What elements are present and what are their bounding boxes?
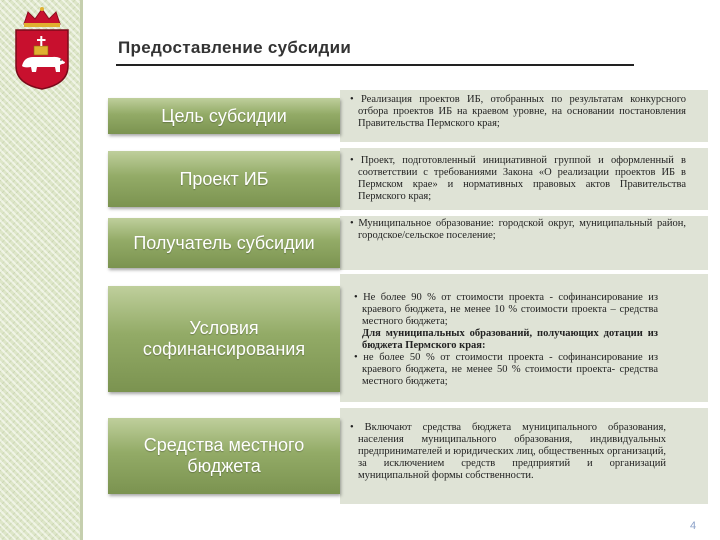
coat-of-arms-icon [10, 6, 74, 90]
label-local-budget-funds: Средства местного бюджета [108, 418, 340, 494]
description-text: • Не более 90 % от стоимости проекта - софинансирование из краевого бюджета, не менее 10 % стоимости проекта – средства местного бюджета; [354, 292, 658, 327]
page-title: Предоставление субсидии [118, 38, 352, 57]
row-cofinancing-conditions [108, 274, 708, 402]
description-subsidy-recipient [348, 218, 686, 242]
row-local-budget-funds [108, 408, 708, 504]
title-underline [116, 64, 634, 66]
description-text: • не более 50 % от стоимости проекта - софинансирование из краевого бюджета, не менее 50 % стоимости проекта- средства местного бюджета; [354, 352, 658, 387]
description-text-bold: Для муниципальных образований, получающих дотации из бюджета Пермского края: [362, 328, 658, 351]
description-ib-project [348, 155, 686, 203]
description-local-budget-funds [348, 422, 666, 482]
row-subsidy-recipient [108, 216, 708, 270]
description-cofinancing-conditions [352, 292, 658, 388]
description-subsidy-purpose [348, 94, 686, 130]
label-cofinancing-conditions: Условия софинансирования [108, 286, 340, 392]
label-subsidy-recipient: Получатель субсидии [108, 218, 340, 268]
description-text: • Муниципальное образование: городской округ, муниципальный район, городское/сельское поселение; [350, 218, 686, 241]
row-subsidy-purpose [108, 94, 708, 138]
description-text: • Включают средства бюджета муниципального образования, населения муниципального образования, индивидуальных предпринимателей и юридических лиц, общественных организаций, за исключением средств предприятий и организаций муниципальной формы собственности. [350, 422, 666, 481]
label-ib-project: Проект ИБ [108, 151, 340, 207]
description-text: • Проект, подготовленный инициативной группой и оформленный в соответствии с требованиями Закона «О реализации проектов ИБ в Пермском крае» и нормативных правовых актов Правительства Пермского края; [350, 155, 686, 202]
description-text: • Реализация проектов ИБ, отобранных по результатам конкурсного отбора проектов ИБ на краевом уровне, на основании постановления Правительства Пермского края; [350, 94, 686, 129]
row-ib-project [108, 148, 708, 210]
side-strip-border [80, 0, 83, 540]
label-subsidy-purpose: Цель субсидии [108, 98, 340, 134]
page-number: 4 [690, 520, 697, 532]
